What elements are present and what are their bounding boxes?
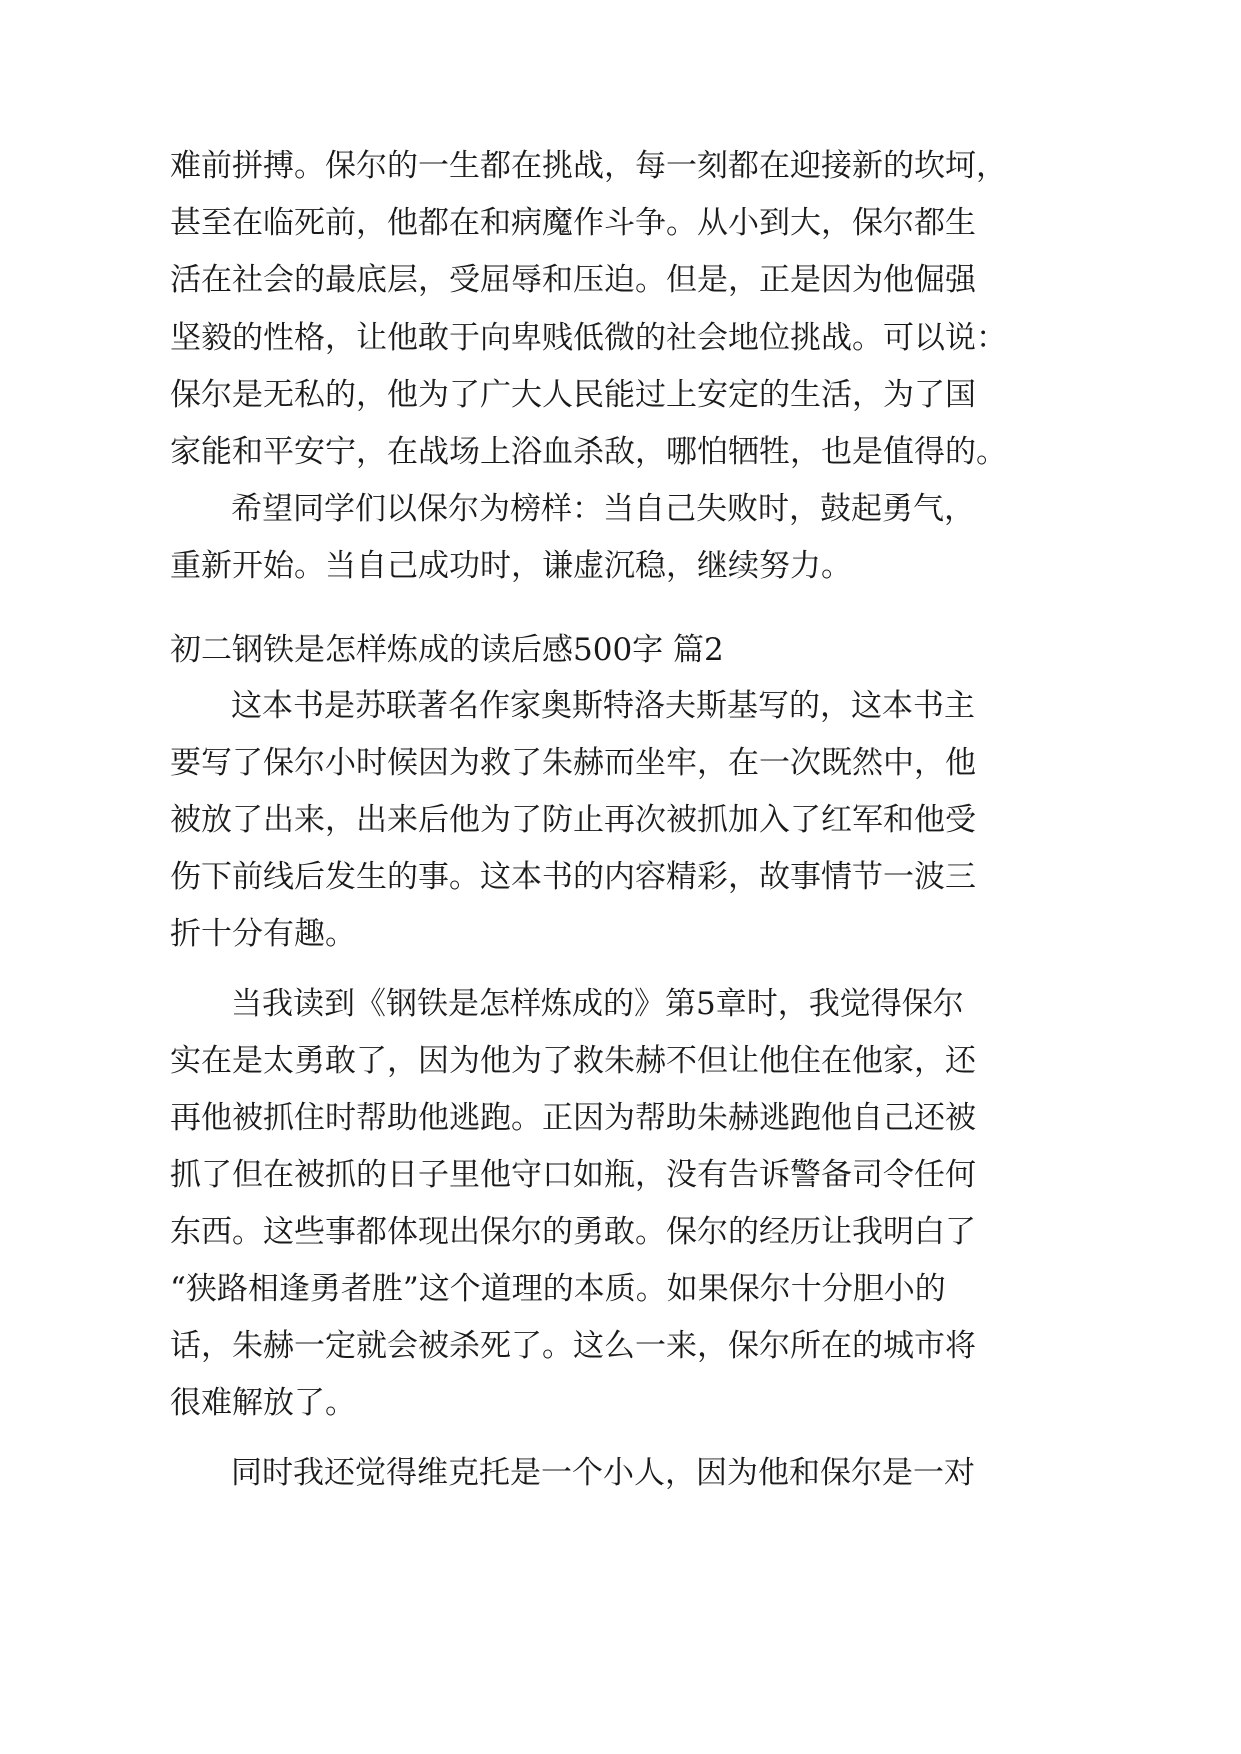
text-line: 很难解放了。 [170, 1385, 356, 1421]
text-line: “狭路相逢勇者胜”这个道理的本质。如果保尔十分胆小的 [170, 1271, 946, 1307]
text-line: 重新开始。当自己成功时，谦虚沉稳，继续努力。 [170, 548, 852, 584]
text-line: 东西。这些事都体现出保尔的勇敢。保尔的经历让我明白了 [170, 1214, 976, 1250]
text-line: 被放了出来，出来后他为了防止再次被抓加入了红军和他受 [170, 802, 976, 838]
text-line: 要写了保尔小时候因为救了朱赫而坐牢，在一次既然中，他 [170, 745, 976, 781]
text-line: 坚毅的性格，让他敢于向卑贱低微的社会地位挑战。可以说： [170, 320, 1007, 356]
section-heading: 初二钢铁是怎样炼成的读后感500字 篇2 [170, 632, 724, 668]
text-line: 甚至在临死前，他都在和病魔作斗争。从小到大，保尔都生 [170, 205, 976, 241]
text-line: 抓了但在被抓的日子里他守口如瓶，没有告诉警备司令任何 [170, 1157, 976, 1193]
text-line: 保尔是无私的，他为了广大人民能过上安定的生活，为了国 [170, 377, 976, 413]
paragraph-first-line: 这本书是苏联著名作家奥斯特洛夫斯基写的，这本书主 [231, 688, 975, 724]
text-line: 家能和平安宁，在战场上浴血杀敌，哪怕牺牲，也是值得的。 [170, 434, 1007, 470]
paragraph-first-line: 当我读到《钢铁是怎样炼成的》第5章时，我觉得保尔 [231, 986, 964, 1022]
paragraph-first-line: 同时我还觉得维克托是一个小人，因为他和保尔是一对 [231, 1455, 975, 1491]
text-line: 话，朱赫一定就会被杀死了。这么一来，保尔所在的城市将 [170, 1328, 976, 1364]
paragraph-first-line: 希望同学们以保尔为榜样：当自己失败时，鼓起勇气， [231, 491, 975, 527]
text-line: 折十分有趣。 [170, 916, 356, 952]
text-line: 活在社会的最底层，受屈辱和压迫。但是，正是因为他倔强 [170, 262, 976, 298]
text-line: 难前拼搏。保尔的一生都在挑战，每一刻都在迎接新的坎坷， [170, 148, 1007, 184]
text-line: 伤下前线后发生的事。这本书的内容精彩，故事情节一波三 [170, 859, 976, 895]
text-line: 再他被抓住时帮助他逃跑。正因为帮助朱赫逃跑他自己还被 [170, 1100, 976, 1136]
text-line: 实在是太勇敢了，因为他为了救朱赫不但让他住在他家，还 [170, 1043, 976, 1079]
